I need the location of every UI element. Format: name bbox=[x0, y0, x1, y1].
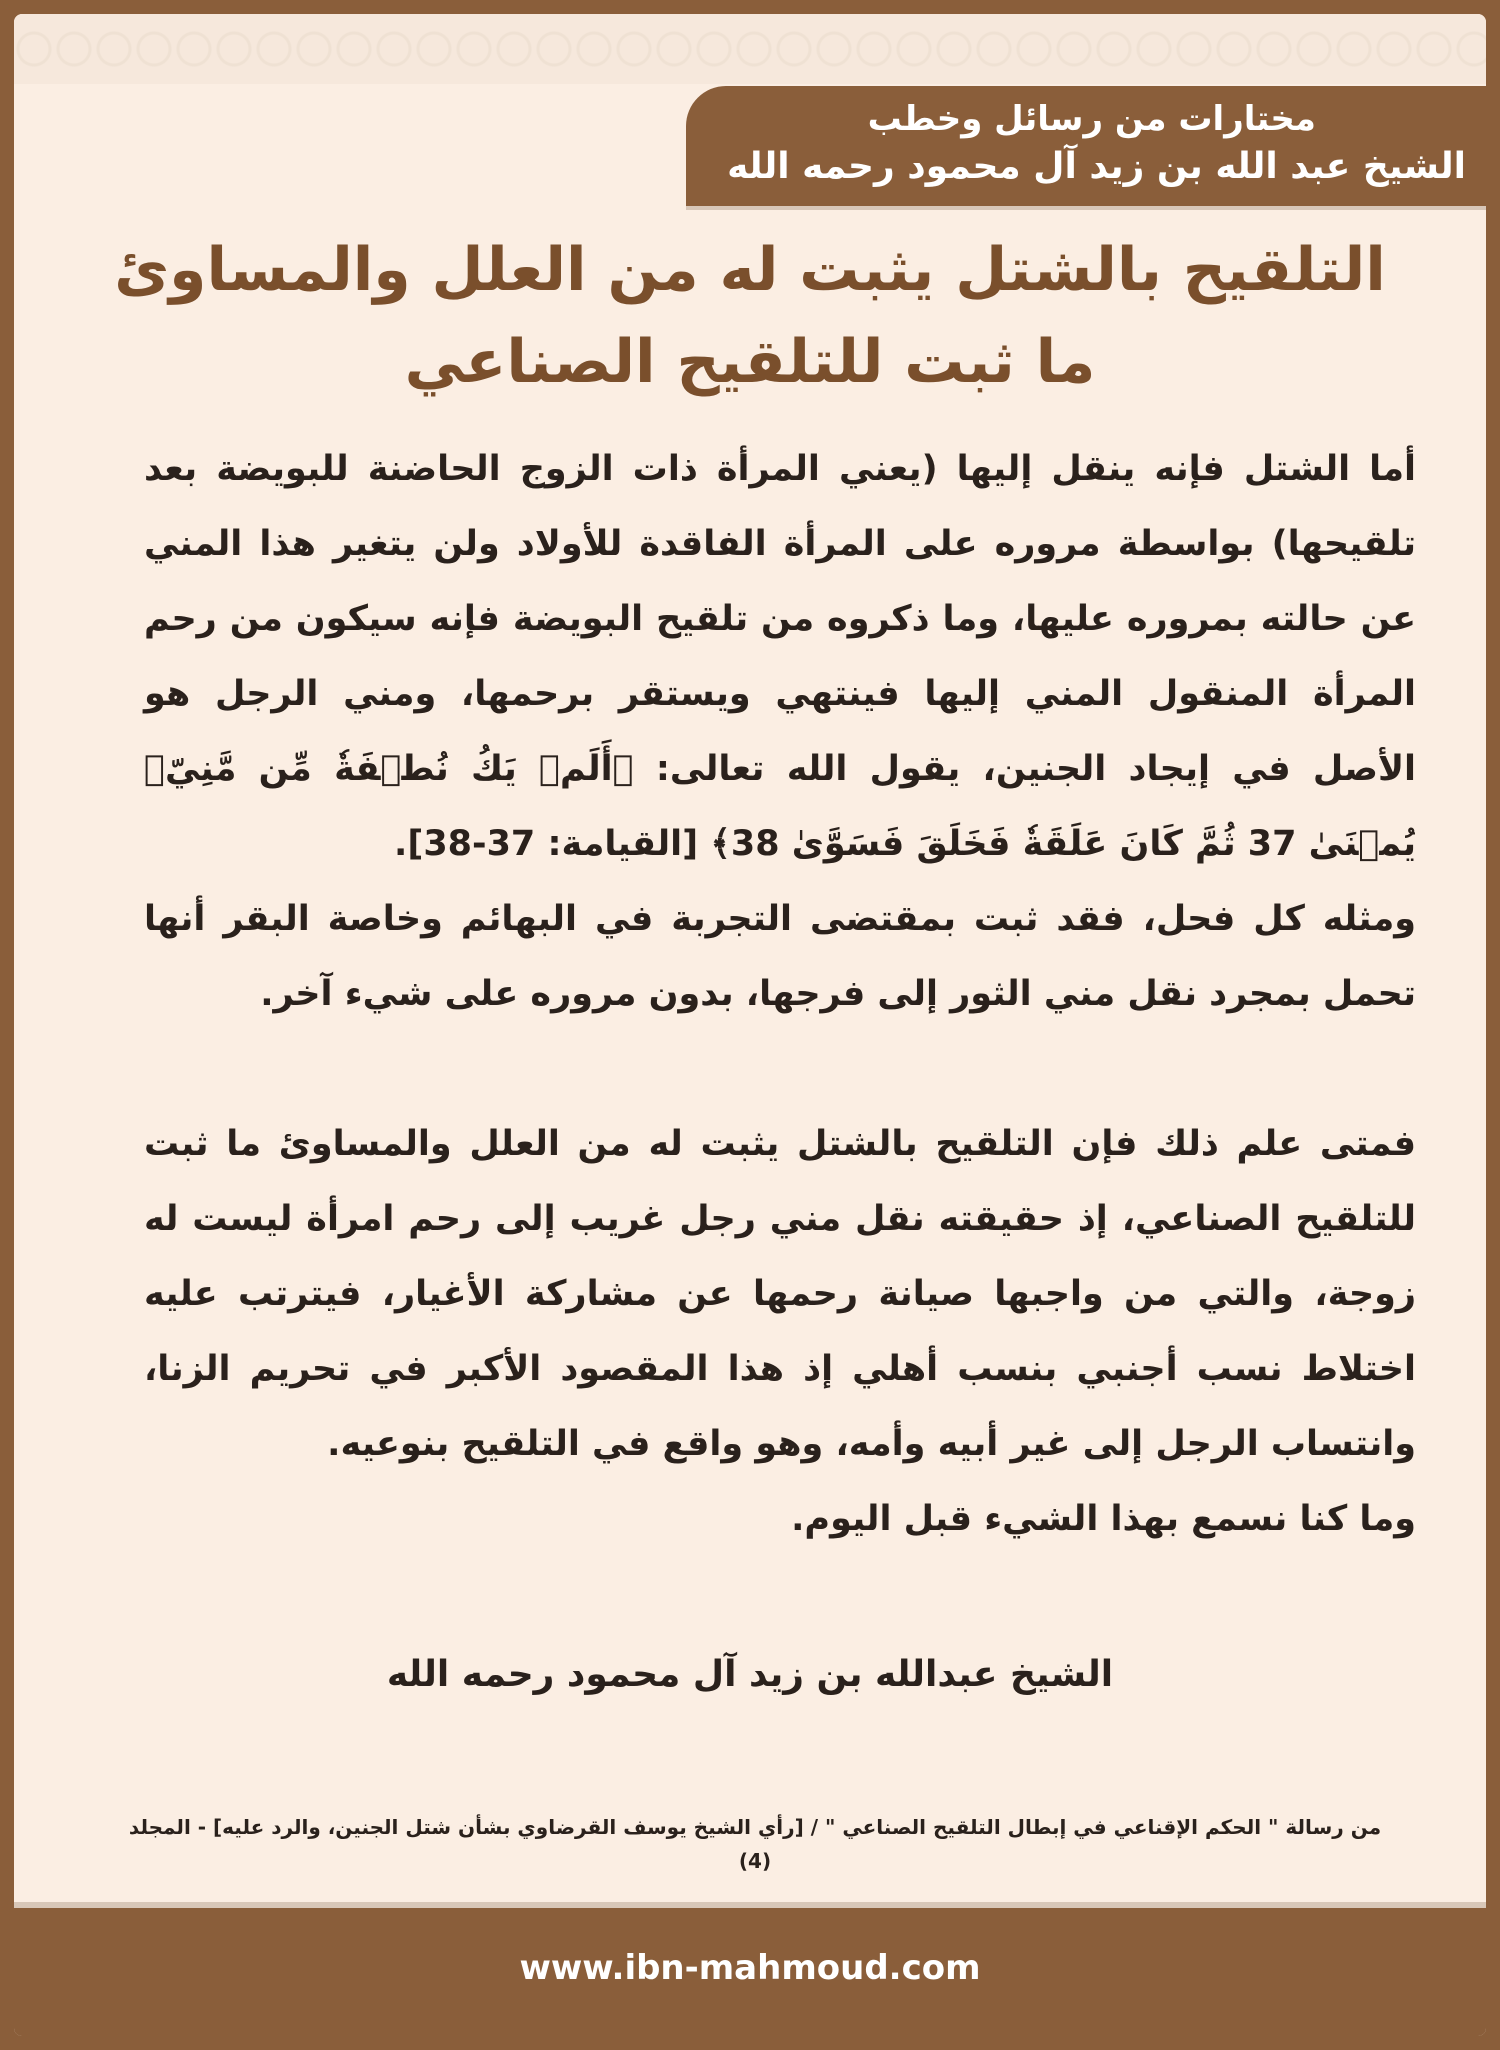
paragraph-1 bbox=[144, 432, 1416, 882]
header-band bbox=[686, 86, 1486, 206]
footer-bar bbox=[14, 1908, 1486, 2036]
article-body bbox=[144, 432, 1416, 1557]
paragraph-1-end: ومثله كل فحل، فقد ثبت بمقتضى التجربة في البهائم وخاصة البقر أنها تحمل بمجرد نقل مني الثور إلى فرجها، بدون مروره على شيء آخر. bbox=[144, 899, 1416, 1014]
page-frame bbox=[14, 14, 1486, 2036]
website-link[interactable]: www.ibn-mahmoud.com bbox=[519, 1948, 981, 1988]
header-series-label: مختارات من رسائل وخطب bbox=[867, 99, 1316, 139]
paragraph-1-text: أما الشتل فإنه ينقل إليها (يعني المرأة ذات الزوج الحاضنة للبويضة بعد تلقيحها) بواسطة مروره على المرأة الفاقدة للأولاد ولن يتغير هذا المني عن حالته بمروره عليها، وما ذكروه من تلقيح البويضة فإنه سيكون من رحم المرأة المنقول المني إليها فينتهي ويستقر برحمها، ومني الرجل هو الأصل في إيجاد الجنين، يقول الله تعالى: bbox=[144, 449, 1416, 789]
source-citation: من رسالة " الحكم الإقناعي في إبطال التلقيح الصناعي " / [رأي الشيخ يوسف القرضاوي بشأن شتل الجنين، والرد عليه] - المجلد (4) bbox=[128, 1815, 1382, 1873]
author-signature: الشيخ عبدالله بن زيد آل محمود رحمه الله bbox=[386, 1654, 1114, 1695]
paragraph-2: فمتى علم ذلك فإن التلقيح بالشتل يثبت له من العلل والمساوئ ما ثبت للتلقيح الصناعي، إذ حقيقته نقل مني رجل غريب إلى رحم امرأة ليست له زوجة، والتي من واجبها صيانة رحمها عن مشاركة الأغيار، فيترتب عليه اختلاط نسب أجنبي بنسب أهلي إذ هذا المقصود الأكبر في تحريم الزنا، وانتساب الرجل إلى غير أبيه وأمه، وهو واقع في التلقيح بنوعيه. bbox=[144, 1124, 1416, 1464]
decorative-pattern bbox=[14, 14, 1486, 84]
paragraph-3: وما كنا نسمع بهذا الشيء قبل اليوم. bbox=[791, 1499, 1416, 1539]
quran-verse: ﴿أَلَمۡ يَكُ نُطۡفَةٗ مِّن مَّنِيّٖ يُمۡنَىٰ 37 ثُمَّ كَانَ عَلَقَةٗ فَخَلَقَ فَسَوَّىٰ 38﴾ bbox=[144, 749, 1416, 864]
header-author-label: الشيخ عبد الله بن زيد آل محمود رحمه الله bbox=[727, 146, 1466, 187]
verse-reference: [القيامة: 37-38]. bbox=[394, 824, 711, 864]
article-title: التلقيح بالشتل يثبت له من العلل والمساوئ ما ثبت للتلقيح الصناعي bbox=[114, 235, 1386, 397]
